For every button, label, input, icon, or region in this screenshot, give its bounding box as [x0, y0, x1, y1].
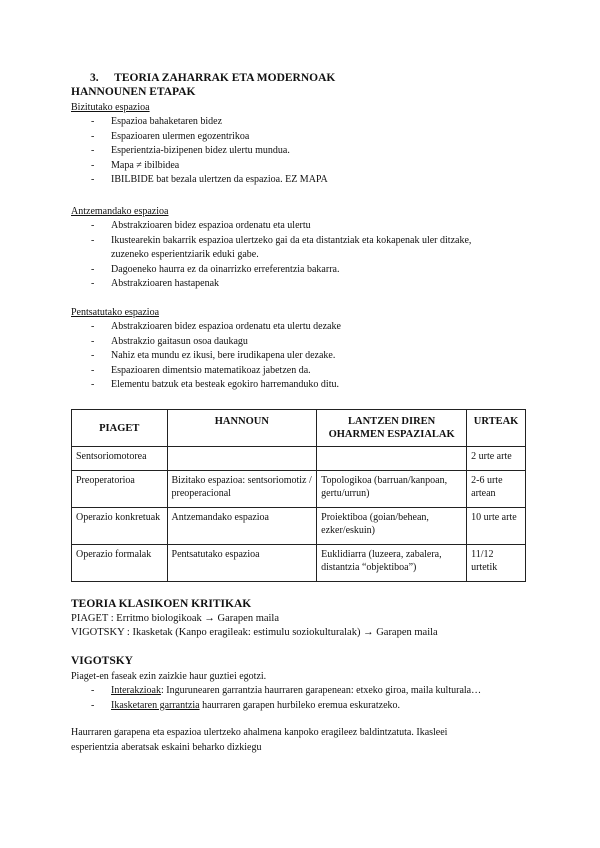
table-cell: Preoperatorioa: [72, 471, 168, 508]
antzemandako-title: Antzemandako espazioa: [71, 206, 169, 217]
list-item: [91, 684, 481, 699]
table-header: HANNOUN: [167, 410, 317, 447]
vigotsky-list: [91, 684, 481, 713]
list-item: - Esperientzia-bizipenen bidez ulertu mundua.: [91, 144, 328, 159]
table-row: [72, 471, 526, 508]
table-cell: 2-6 urte artean: [467, 471, 526, 508]
list-item: - Abstrakzioaren hastapenak: [91, 277, 471, 292]
bizitutako-title: Bizitutako espazioa: [71, 102, 150, 113]
interakzioak-text: : Ingurunearen garrantzia haurraren garapenean: etxeko giroa, maila kulturala…: [160, 685, 482, 696]
list-item: - Abstrakzioaren bidez espazioa ordenatu eta ulertu: [91, 219, 471, 234]
antzemandako-list: [91, 219, 471, 292]
pentsatutako-title: Pentsatutako espazioa: [71, 307, 160, 318]
table-cell: 2 urte arte: [467, 447, 526, 471]
table-cell: Pentsatutako espazioa: [167, 545, 317, 582]
section-title: [90, 72, 335, 84]
table-cell: 10 urte arte: [467, 508, 526, 545]
list-item: [91, 699, 481, 714]
pentsatutako-list: [91, 320, 341, 393]
table-cell: Operazio formalak: [72, 545, 168, 582]
table-header: PIAGET: [72, 410, 168, 447]
closing-line-2: esperientzia aberatsak eskaini beharko dizkiegu: [71, 742, 262, 753]
vigotsky-heading: VIGOTSKY: [71, 655, 133, 667]
table-row: [72, 447, 526, 471]
table-row: [72, 545, 526, 582]
list-item: - Ikustearekin bakarrik espazioa ulertzeko gai da eta distantziak eta kokapenak uler ditzake,: [91, 234, 471, 249]
interakzioak-label: Interakzioak: [111, 685, 161, 696]
ikasketaren-text: haurraren garapen hurbileko eremua eskuratzeko.: [199, 699, 401, 711]
table-cell: Proiektiboa (goian/behean, ezker/eskuin): [317, 508, 467, 545]
kritika-piaget: PIAGET : Erritmo biologikoak → Garapen maila: [71, 613, 280, 624]
closing-line-1: Haurraren garapena eta espazioa ulertzeko ahalmena kanpoko eragileez baldintzatuta. Ikasleei: [71, 727, 448, 738]
list-item: - Abstrakzioaren bidez espazioa ordenatu eta ulertu dezake: [91, 320, 341, 335]
list-item: - Elementu batzuk eta besteak egokiro harremanduko ditu.: [91, 378, 341, 393]
table-cell: [317, 447, 467, 471]
list-item: - Abstrakzio gaitasun osoa daukagu: [91, 335, 341, 350]
list-item: - Espazioaren dimentsio matematikoaz jabetzen da.: [91, 364, 341, 379]
table-header: URTEAK: [467, 410, 526, 447]
list-item-continuation: zuzeneko esperientziarik eduki gabe.: [111, 249, 259, 260]
table-cell: Bizitako espazioa: sentsoriomotiz / preoperacional: [167, 471, 317, 508]
list-item: - Mapa ≠ ibilbidea: [91, 159, 328, 174]
table-cell: Sentsoriomotorea: [72, 447, 168, 471]
table-cell: Topologikoa (barruan/kanpoan, gertu/urrun): [317, 471, 467, 508]
ikasketaren-label: Ikasketaren garrantzia: [111, 699, 200, 711]
table-cell: Antzemandako espazioa: [167, 508, 317, 545]
table-row: [72, 508, 526, 545]
section-number: 3.: [90, 72, 99, 84]
vigotsky-intro: Piaget-en faseak ezin zaizkie haur guztiei egotzi.: [71, 671, 267, 682]
list-item: - Espazioa bahaketaren bidez: [91, 115, 328, 130]
bizitutako-list: [91, 115, 328, 188]
table-cell: 11/12 urtetik: [467, 545, 526, 582]
table-header-row: [72, 410, 526, 447]
table-cell: [167, 447, 317, 471]
list-item: - IBILBIDE bat bezala ulertzen da espazioa. EZ MAPA: [91, 173, 328, 188]
section-title-text: TEORIA ZAHARRAK ETA MODERNOAK: [114, 72, 336, 84]
list-item: - Dagoeneko haurra ez da oinarrizko erreferentzia bakarra.: [91, 263, 471, 278]
hannoun-heading: HANNOUNEN ETAPAK: [71, 86, 196, 98]
table-cell: Operazio konkretuak: [72, 508, 168, 545]
table-cell: Euklidiarra (luzeera, zabalera, distantzia “objektiboa”): [317, 545, 467, 582]
list-item: - Espazioaren ulermen egozentrikoa: [91, 130, 328, 145]
stages-table: [71, 409, 526, 582]
kritika-vigotsky: VIGOTSKY : Ikasketak (Kanpo eragileak: estimulu soziokulturalak) → Garapen maila: [71, 627, 438, 638]
table-header: LANTZEN DIREN OHARMEN ESPAZIALAK: [317, 410, 467, 447]
kritika-heading: TEORIA KLASIKOEN KRITIKAK: [71, 598, 252, 610]
list-item: - Nahiz eta mundu ez ikusi, bere irudikapena uler dezake.: [91, 349, 341, 364]
